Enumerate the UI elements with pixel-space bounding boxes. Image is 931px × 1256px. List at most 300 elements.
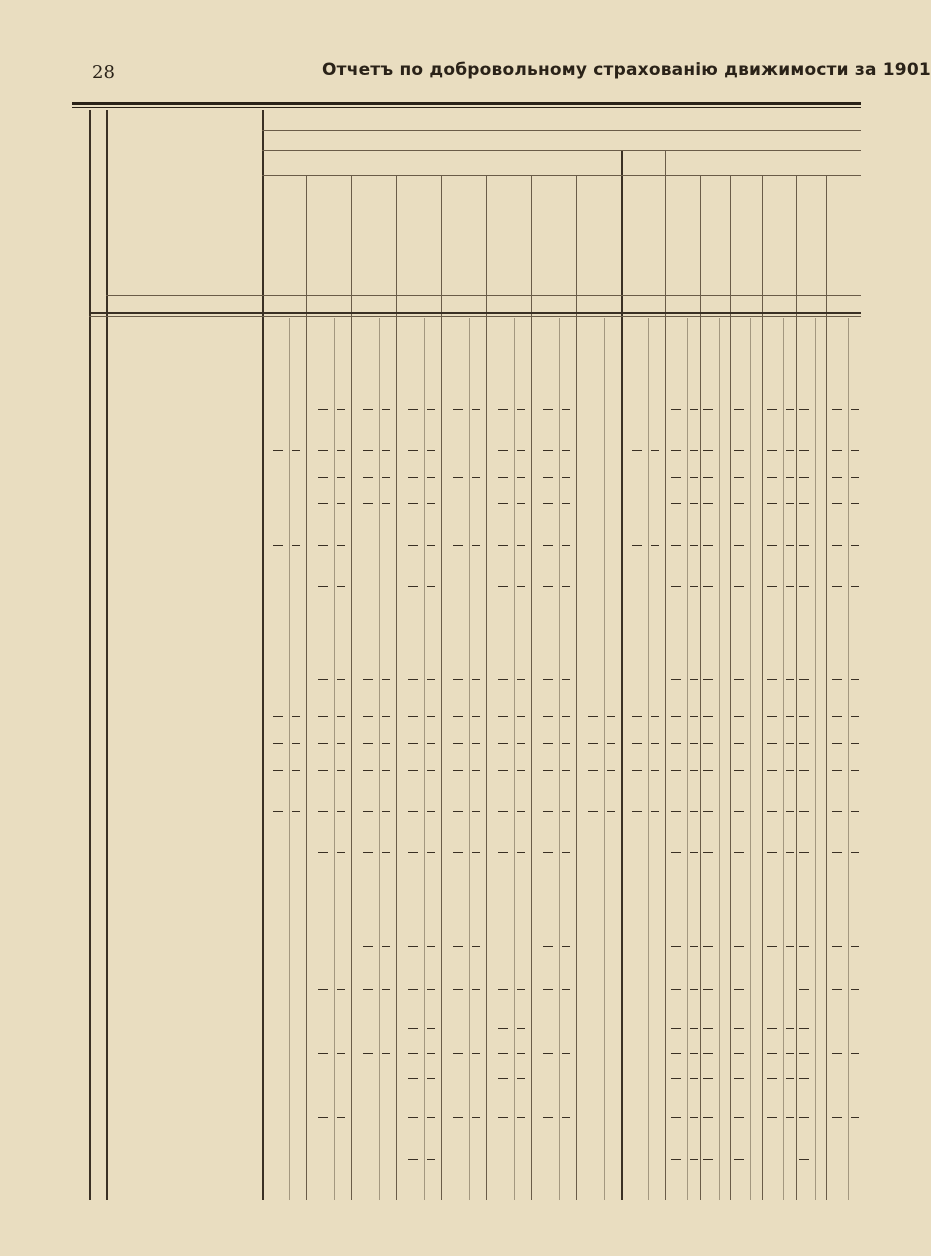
empty-dash [498,477,508,478]
empty-dash [799,1159,809,1160]
empty-dash [408,477,418,478]
empty-dash [292,716,300,717]
empty-dash [734,503,744,504]
empty-dash [517,450,525,451]
empty-dash [318,503,328,504]
empty-dash [786,545,794,546]
empty-dash [767,1053,777,1054]
empty-dash [427,811,435,812]
empty-dash [832,989,842,990]
empty-dash [318,716,328,717]
empty-dash [703,1117,713,1118]
empty-dash [832,743,842,744]
empty-dash [337,989,345,990]
empty-dash [786,450,794,451]
empty-dash [851,477,859,478]
empty-dash [427,477,435,478]
empty-dash [517,477,525,478]
empty-dash [832,716,842,717]
empty-dash [273,770,283,771]
empty-dash [363,743,373,744]
empty-dash [498,716,508,717]
empty-dash [734,450,744,451]
empty-dash [767,946,777,947]
empty-dash [453,477,463,478]
empty-dash [734,679,744,680]
empty-dash [851,586,859,587]
empty-dash [337,852,345,853]
empty-dash [382,679,390,680]
kopek-divider [559,318,560,1200]
empty-dash [786,852,794,853]
empty-dash [382,743,390,744]
empty-dash [832,586,842,587]
empty-dash [690,1028,698,1029]
empty-dash [498,1078,508,1079]
header-line [262,130,861,131]
kopek-divider [379,318,380,1200]
empty-dash [671,477,681,478]
empty-dash [703,852,713,853]
empty-dash [363,989,373,990]
empty-dash [427,450,435,451]
empty-dash [472,1053,480,1054]
empty-dash [363,1053,373,1054]
empty-dash [671,586,681,587]
empty-dash [408,1053,418,1054]
empty-dash [799,409,809,410]
empty-dash [453,770,463,771]
empty-dash [382,477,390,478]
empty-dash [337,679,345,680]
empty-dash [453,989,463,990]
kopek-divider [750,318,751,1200]
empty-dash [671,716,681,717]
empty-dash [767,1078,777,1079]
empty-dash [734,1159,744,1160]
empty-dash [427,503,435,504]
empty-dash [767,811,777,812]
empty-dash [427,716,435,717]
empty-dash [786,811,794,812]
empty-dash [851,716,859,717]
empty-dash [703,503,713,504]
empty-dash [799,989,809,990]
page-number: 28 [92,62,115,83]
empty-dash [292,545,300,546]
empty-dash [690,770,698,771]
empty-dash [337,1117,345,1118]
empty-dash [703,811,713,812]
empty-dash [690,989,698,990]
empty-dash [767,743,777,744]
empty-dash [671,545,681,546]
empty-dash [453,716,463,717]
empty-dash [472,770,480,771]
empty-dash [543,503,553,504]
empty-dash [832,545,842,546]
empty-dash [318,852,328,853]
empty-dash [703,1159,713,1160]
empty-dash [690,450,698,451]
empty-dash [632,450,642,451]
empty-dash [734,409,744,410]
empty-dash [703,1078,713,1079]
empty-dash [851,1053,859,1054]
empty-dash [851,852,859,853]
kopek-divider [289,318,290,1200]
empty-dash [703,545,713,546]
empty-dash [543,852,553,853]
empty-dash [453,545,463,546]
empty-dash [734,1078,744,1079]
empty-dash [734,770,744,771]
kopek-divider [424,318,425,1200]
kopek-divider [604,318,605,1200]
empty-dash [517,716,525,717]
empty-dash [543,679,553,680]
empty-dash [382,450,390,451]
empty-dash [498,1053,508,1054]
empty-dash [517,679,525,680]
empty-dash [632,811,642,812]
empty-dash [427,1053,435,1054]
empty-dash [517,852,525,853]
empty-dash [408,1117,418,1118]
empty-dash [543,811,553,812]
empty-dash [427,852,435,853]
empty-dash [786,679,794,680]
empty-dash [472,946,480,947]
empty-dash [767,1117,777,1118]
empty-dash [799,1117,809,1118]
empty-dash [273,743,283,744]
column-divider [826,175,827,1200]
empty-dash [427,946,435,947]
empty-dash [292,770,300,771]
empty-dash [517,409,525,410]
empty-dash [767,450,777,451]
empty-dash [517,545,525,546]
header-bottom-line [89,312,861,314]
kopek-divider [334,318,335,1200]
empty-dash [453,679,463,680]
empty-dash [799,545,809,546]
empty-dash [337,743,345,744]
empty-dash [408,770,418,771]
empty-dash [337,503,345,504]
empty-dash [690,1078,698,1079]
empty-dash [363,770,373,771]
empty-dash [543,946,553,947]
empty-dash [651,716,659,717]
empty-dash [588,811,598,812]
empty-dash [517,1117,525,1118]
empty-dash [543,586,553,587]
empty-dash [517,770,525,771]
empty-dash [472,716,480,717]
empty-dash [318,743,328,744]
empty-dash [734,811,744,812]
empty-dash [318,586,328,587]
empty-dash [427,989,435,990]
empty-dash [408,1159,418,1160]
empty-dash [832,946,842,947]
empty-dash [734,1117,744,1118]
header-line [262,175,861,176]
empty-dash [427,1117,435,1118]
empty-dash [799,586,809,587]
empty-dash [607,811,615,812]
empty-dash [273,545,283,546]
empty-dash [472,1117,480,1118]
empty-dash [734,743,744,744]
empty-dash [799,770,809,771]
empty-dash [498,409,508,410]
column-divider [730,175,731,1200]
empty-dash [851,503,859,504]
kopek-divider [848,318,849,1200]
empty-dash [671,1117,681,1118]
empty-dash [543,450,553,451]
empty-dash [832,450,842,451]
empty-dash [851,450,859,451]
empty-dash [690,545,698,546]
empty-dash [273,811,283,812]
empty-dash [734,852,744,853]
empty-dash [734,477,744,478]
empty-dash [651,811,659,812]
empty-dash [472,545,480,546]
empty-dash [588,716,598,717]
empty-dash [786,716,794,717]
empty-dash [671,450,681,451]
empty-dash [318,450,328,451]
empty-dash [767,545,777,546]
empty-dash [408,409,418,410]
empty-dash [767,1028,777,1029]
column-divider [396,175,397,1200]
empty-dash [498,852,508,853]
empty-dash [453,1053,463,1054]
empty-dash [337,409,345,410]
kopek-divider [648,318,649,1200]
empty-dash [498,545,508,546]
empty-dash [651,450,659,451]
column-divider [351,175,352,1200]
empty-dash [453,852,463,853]
empty-dash [632,545,642,546]
empty-dash [607,770,615,771]
empty-dash [671,1078,681,1079]
empty-dash [703,450,713,451]
kopek-divider [687,318,688,1200]
empty-dash [690,1159,698,1160]
empty-dash [453,1117,463,1118]
empty-dash [517,989,525,990]
empty-dash [767,852,777,853]
empty-dash [562,503,570,504]
empty-dash [786,1078,794,1079]
empty-dash [767,586,777,587]
empty-dash [651,743,659,744]
empty-dash [690,679,698,680]
empty-dash [799,503,809,504]
header-bottom-line-2 [89,316,861,317]
empty-dash [498,811,508,812]
empty-dash [767,679,777,680]
empty-dash [799,743,809,744]
empty-dash [363,503,373,504]
empty-dash [703,1028,713,1029]
empty-dash [292,811,300,812]
empty-dash [690,477,698,478]
empty-dash [337,770,345,771]
empty-dash [318,811,328,812]
column-divider [531,175,532,1200]
kopek-divider [719,318,720,1200]
empty-dash [363,409,373,410]
empty-dash [543,989,553,990]
column-divider [665,150,666,1200]
empty-dash [472,477,480,478]
column-divider [796,175,797,1200]
empty-dash [851,545,859,546]
empty-dash [408,545,418,546]
empty-dash [562,743,570,744]
empty-dash [671,852,681,853]
empty-dash [337,716,345,717]
empty-dash [337,586,345,587]
section-divider [621,150,623,1200]
empty-dash [472,811,480,812]
empty-dash [318,545,328,546]
empty-dash [799,946,809,947]
empty-dash [690,743,698,744]
empty-dash [851,770,859,771]
empty-dash [690,586,698,587]
empty-dash [427,770,435,771]
column-divider [700,175,701,1200]
empty-dash [408,946,418,947]
empty-dash [562,811,570,812]
empty-dash [517,743,525,744]
empty-dash [851,946,859,947]
empty-dash [453,946,463,947]
empty-dash [832,852,842,853]
empty-dash [363,679,373,680]
empty-dash [543,743,553,744]
empty-dash [671,1053,681,1054]
empty-dash [703,743,713,744]
empty-dash [363,716,373,717]
empty-dash [427,743,435,744]
empty-dash [690,1117,698,1118]
empty-dash [382,770,390,771]
empty-dash [562,852,570,853]
empty-dash [799,450,809,451]
header-line [262,150,861,151]
empty-dash [408,679,418,680]
empty-dash [671,503,681,504]
empty-dash [671,989,681,990]
empty-dash [427,1078,435,1079]
empty-dash [427,679,435,680]
empty-dash [498,743,508,744]
empty-dash [427,1159,435,1160]
empty-dash [543,1053,553,1054]
empty-dash [671,770,681,771]
empty-dash [363,450,373,451]
empty-dash [453,743,463,744]
empty-dash [427,545,435,546]
empty-dash [363,852,373,853]
column-divider [306,175,307,1200]
empty-dash [632,716,642,717]
empty-dash [453,409,463,410]
empty-dash [734,946,744,947]
empty-dash [562,989,570,990]
empty-dash [543,477,553,478]
table-border-vertical [262,110,264,1200]
empty-dash [832,1053,842,1054]
empty-dash [408,503,418,504]
empty-dash [851,679,859,680]
empty-dash [786,409,794,410]
empty-dash [671,679,681,680]
empty-dash [318,679,328,680]
empty-dash [786,770,794,771]
empty-dash [786,503,794,504]
empty-dash [671,811,681,812]
empty-dash [363,946,373,947]
empty-dash [382,989,390,990]
empty-dash [543,409,553,410]
empty-dash [498,503,508,504]
table-border-vertical [106,110,108,1200]
empty-dash [671,743,681,744]
column-divider [576,175,577,1200]
empty-dash [562,450,570,451]
empty-dash [703,946,713,947]
empty-dash [799,811,809,812]
empty-dash [318,1053,328,1054]
empty-dash [851,409,859,410]
empty-dash [799,1053,809,1054]
empty-dash [517,811,525,812]
empty-dash [382,811,390,812]
empty-dash [799,852,809,853]
empty-dash [851,743,859,744]
empty-dash [703,989,713,990]
empty-dash [472,989,480,990]
empty-dash [543,770,553,771]
empty-dash [273,450,283,451]
empty-dash [786,743,794,744]
empty-dash [273,716,283,717]
empty-dash [607,743,615,744]
empty-dash [786,586,794,587]
empty-dash [703,409,713,410]
empty-dash [786,477,794,478]
empty-dash [734,1053,744,1054]
empty-dash [690,1053,698,1054]
empty-dash [767,477,777,478]
empty-dash [786,1117,794,1118]
empty-dash [382,409,390,410]
empty-dash [562,770,570,771]
empty-dash [832,1117,842,1118]
